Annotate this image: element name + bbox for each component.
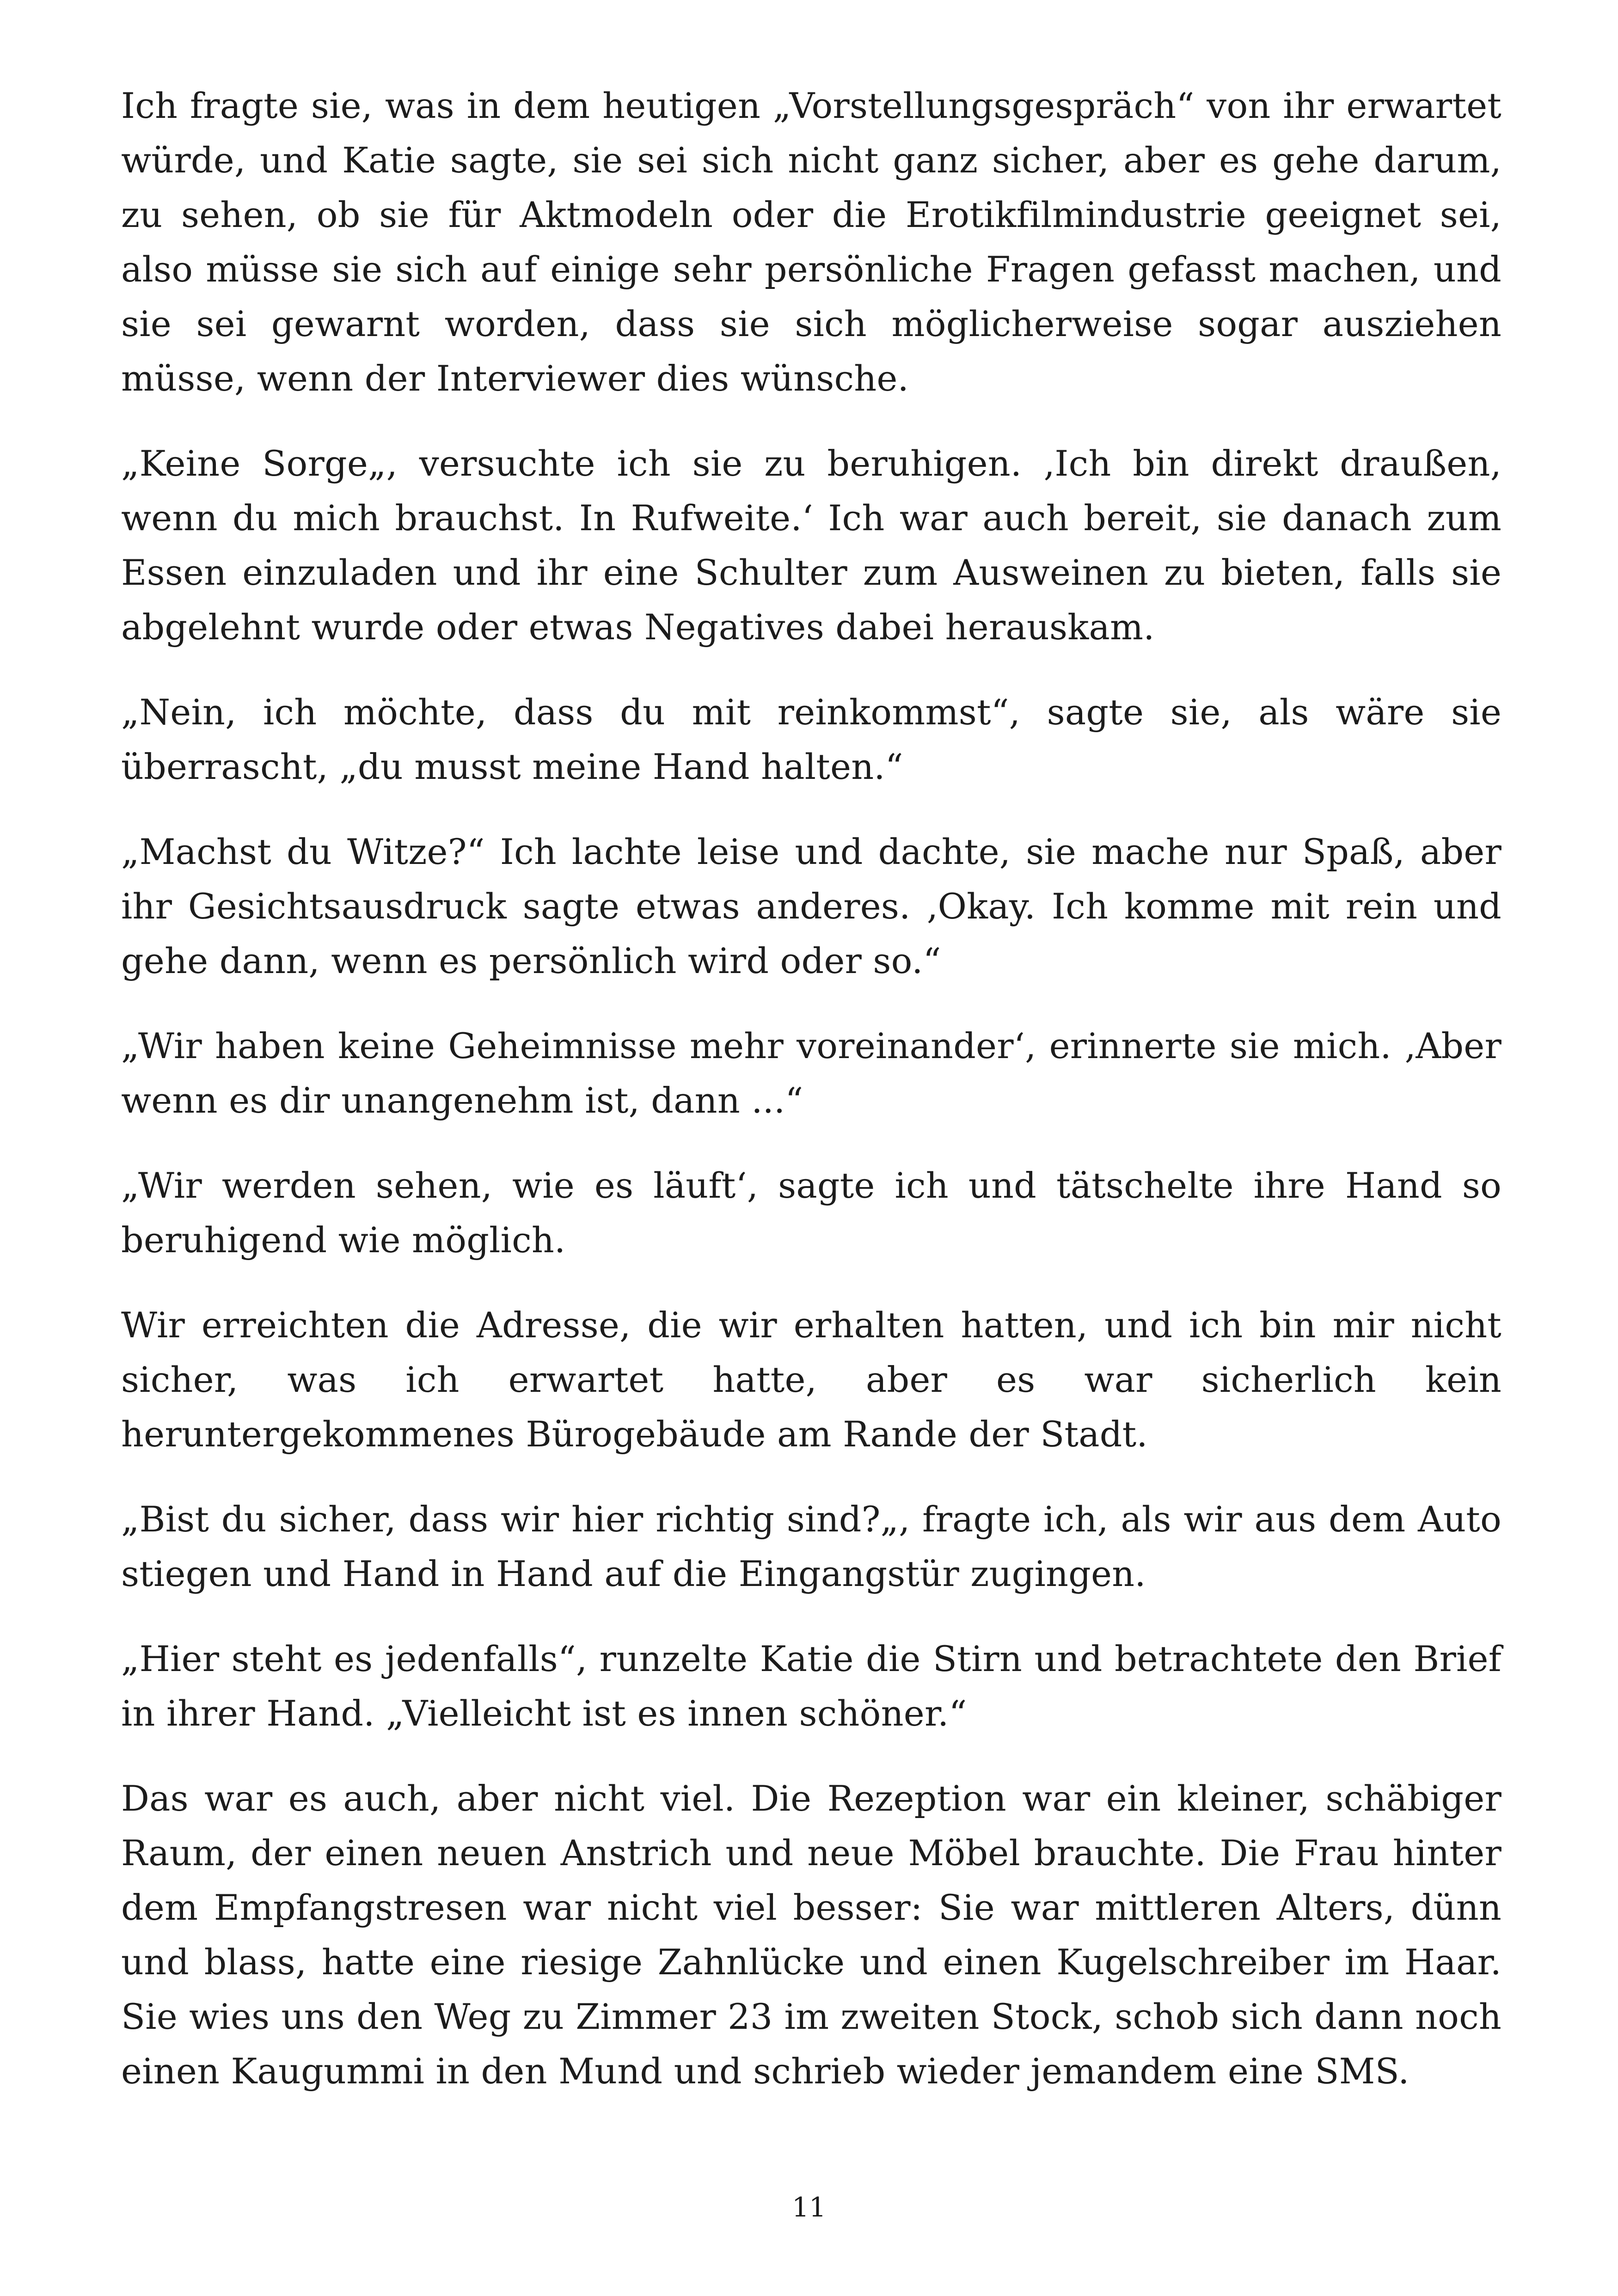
paragraph-6: „Wir werden sehen, wie es läuft‘, sagte ich und tätschelte ihre Hand so beruhigend wie möglich. [121,1165,1502,1261]
paragraph-4: „Machst du Witze?“ Ich lachte leise und dachte, sie mache nur Spaß, aber ihr Gesichtsausdruck sagte etwas anderes. ‚Okay. Ich komme mit rein und gehe dann, wenn es persönlich wird oder so.“ [121,831,1502,981]
paragraph-2: „Keine Sorge„, versuchte ich sie zu beruhigen. ‚Ich bin direkt draußen, wenn du mich brauchst. In Rufweite.‘ Ich war auch bereit, sie danach zum Essen einzuladen und ihr eine Schulter zum Ausweinen zu bieten, falls sie abgelehnt wurde oder etwas Negatives dabei herauskam. [121,443,1502,648]
paragraph-8: „Bist du sicher, dass wir hier richtig sind?„, fragte ich, als wir aus dem Auto stiegen und Hand in Hand auf die Eingangstür zugingen. [121,1499,1502,1594]
page-number: 11 [792,2192,826,2223]
body-text [121,79,1502,2129]
paragraph-9: „Hier steht es jedenfalls“, runzelte Katie die Stirn und betrachtete den Brief in ihrer Hand. „Vielleicht ist es innen schöner.“ [121,1638,1502,1734]
paragraph-10: Das war es auch, aber nicht viel. Die Rezeption war ein kleiner, schäbiger Raum, der einen neuen Anstrich und neue Möbel brauchte. Die Frau hinter dem Empfangstresen war nicht viel besser: Sie war mittleren Alters, dünn und blass, hatte eine riesige Zahnlücke und einen Kugelschreiber im Haar. Sie wies uns den Weg zu Zimmer 23 im zweiten Stock, schob sich dann noch einen Kaugummi in den Mund und schrieb wieder jemandem eine SMS. [121,1778,1502,2092]
paragraph-3: „Nein, ich möchte, dass du mit reinkommst“, sagte sie, als wäre sie überrascht, „du musst meine Hand halten.“ [121,692,1502,787]
paragraph-7: Wir erreichten die Adresse, die wir erhalten hatten, und ich bin mir nicht sicher, was ich erwartet hatte, aber es war sicherlich kein heruntergekommenes Bürogebäude am Rande der Stadt. [121,1304,1502,1455]
paragraph-5: „Wir haben keine Geheimnisse mehr voreinander‘, erinnerte sie mich. ‚Aber wenn es dir unangenehm ist, dann ...“ [121,1025,1502,1121]
paragraph-1: Ich fragte sie, was in dem heutigen „Vorstellungsgespräch“ von ihr erwartet würde, und Katie sagte, sie sei sich nicht ganz sicher, aber es gehe darum, zu sehen, ob sie für Aktmodeln oder die Erotikfilmindustrie geeignet sei, also müsse sie sich auf einige sehr persönliche Fragen gefasst machen, und sie sei gewarnt worden, dass sie sich möglicherweise sogar ausziehen müsse, wenn der Interviewer dies wünsche. [121,85,1502,399]
